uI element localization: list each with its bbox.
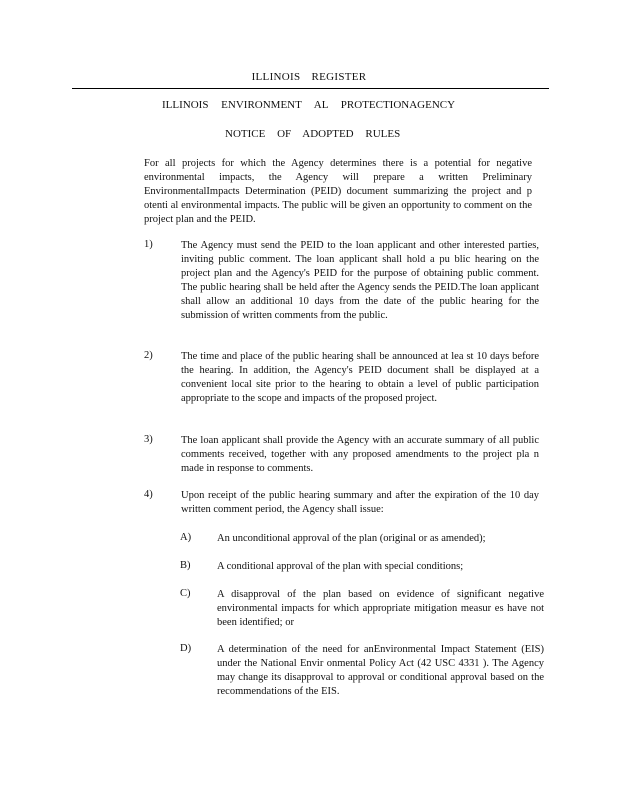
item-number: 3) [144,434,153,445]
subitem-letter: A) [180,532,192,543]
register-title: ILLINOIS REGISTER [251,71,367,83]
subitem-text: A disapproval of the plan based on evidence of significant negative environmental impacts for which appropriate mitigation measur es have not been identified; or [217,589,544,628]
subitem-letter: B) [180,560,191,571]
agency-name: ILLINOIS ENVIRONMENT AL PROTECTIONAGENCY [162,99,456,111]
item-number: 1) [144,239,153,250]
header-divider [72,88,549,89]
subitem-text: A determination of the need for anEnvironmental Impact Statement (EIS) under the National Envir onmental Policy Act (42 USC 4331 ). The Agency may change its disapproval to approval or conditional approval based on the recommendations of the EIS. [217,644,544,697]
subitem-letter: D) [180,643,192,654]
subitem-text: A conditional approval of the plan with special conditions; [217,561,464,572]
item-text: The time and place of the public hearing shall be announced at lea st 10 days before the hearing. In addition, the Agency's PEID document shall be displayed at a convenient local site prior to the hearing to obtain a level of public participation appropriate to the scope and impacts of the proposed project. [181,351,539,404]
item-text: The Agency must send the PEID to the loan applicant and other interested parties, inviting public comment. The loan applicant shall hold a pu blic hearing on the project plan and the Agency's PEID for the purpose of obtaining public comment. The public hearing shall be held after the Agency sends the PEID.The loan applicant shall allow an additional 10 days from the date of the public hearing for the submission of written comments from the public. [181,240,539,321]
subitem-letter: C) [180,588,191,599]
item-number: 2) [144,350,153,361]
subitem-text: An unconditional approval of the plan (original or as amended); [217,533,486,544]
notice-title: NOTICE OF ADOPTED RULES [225,128,401,140]
intro-paragraph: For all projects for which the Agency determines there is a potential for negative environmental impacts, the Agency will prepare a written Preliminary EnvironmentalImpacts Determination (PEID) document summarizing the project and p otenti al environmental impacts. The public will be given an opportunity to comment on the project plan and the PEID. [144,158,532,225]
item-text: The loan applicant shall provide the Agency with an accurate summary of all public comments received, together with any proposed amendments to the project pla n made in response to comments. [181,435,539,474]
item-number: 4) [144,489,153,500]
item-text: Upon receipt of the public hearing summary and after the expiration of the 10 day written comment period, the Agency shall issue: [181,490,539,515]
